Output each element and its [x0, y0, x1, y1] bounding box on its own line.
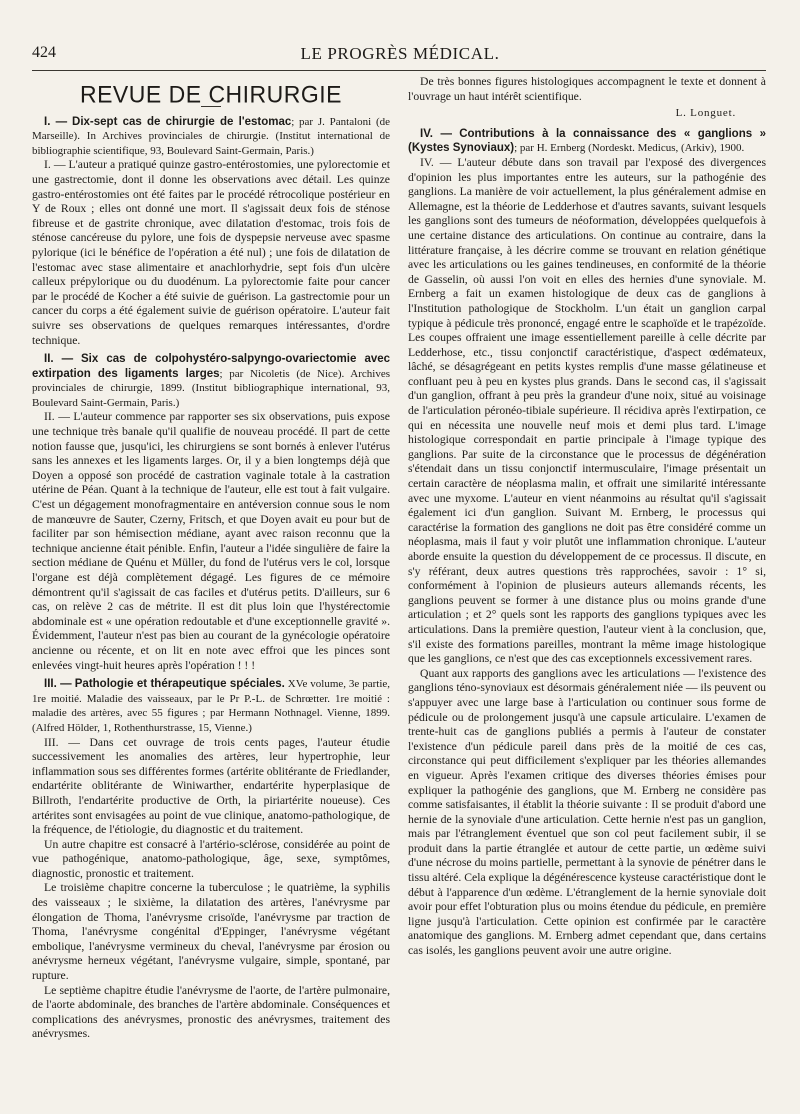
article-paragraph: Un autre chapitre est consacré à l'artério-sclérose, considérée au point de vue pathogénique, anatomo-pathologique, âge, sexe, symptômes, diagnostic, pronostic et traitement. [32, 837, 390, 880]
article-paragraph: III. — Dans cet ouvrage de trois cents pages, l'auteur étudie successivement les anomalies des artères, leur hypertrophie, leur inflammation sous ses différentes formes (artérite oblitérante de Friedlander, endartérite oblitérante de Winiwarther, endartérite hyperplasique de Billroth, l'endartérite productive de Orth, la piriartérite noueuse). Ces artérites sont envisagées au point de vue clinique, anatomo-pathologique, de la fréquence, de l'étiologie, du diagnostic et du traitement. [32, 735, 390, 837]
article-number: II. — [44, 353, 74, 366]
article-paragraph: Quant aux rapports des ganglions avec les articulations — l'existence des ganglions téno-synoviaux est désormais généralement niée — ils peuvent ou s'appuyer avec une large base à l'articulation ou continuer sous forme de pédicule ou de prolongement jusqu'à une capsule articulaire. L'examen de trente-huit cas de ganglions publiés a permis à l'auteur de constater l'existence d'un pédicule pareil dans près de la moitié de ces cas, circonstance qui peut difficilement s'expliquer par les théories allemandes en vigueur. Après l'examen critique des diverses théories émises pour expliquer la pathogénie des ganglions, que M. Ernberg ne considère pas comme satisfaisantes, il établit la théorie suivante : Il se produit d'abord une hernie de la synoviale d'une articulation. Cette hernie n'est pas un ganglion, mais par l'étranglement éventuel que son col peut facilement subir, il se produit dans la partie étranglée et autour de cette partie, un œdème suivi d'une nécrose du moins partielle, permettant à la synovie de pénétrer dans le tissu altéré. Cela explique la dégénérescence kysteuse caractéristique dont le début à l'apparence d'un œdème. L'étranglement de la hernie synoviale doit avoir pour effet l'obturation plus ou moins étendue du pédicule, en première ligne jusqu'à l'articulation. Cette opinion est confirmée par le caractère anatomique des ganglions. M. Ernberg admet cependant que, dans certains cas isolés, les ganglions peuvent avoir une autre origine. [408, 666, 767, 958]
article-paragraph: I. — L'auteur a pratiqué quinze gastro-entérostomies, une pylorectomie et une gastrectomie, dont il donne les observations avec détail. Les quinze gastro-entérostomies ont été faites par le procédé rétrocolique postérieur en Y de Roux ; elles ont donné une mort. Il s'agissait deux fois de sténose fibreuse et de gastrite chronique, avec dilatation d'estomac, trois fois de sténose cancéreuse du pylore, une fois de dyspepsie nerveuse avec spasme pylorique (ici le bénéfice de l'opération a été nul) ; une fois de dilatation de l'estomac avec stase alimentaire et anachlorhydrie, sept fois d'un ulcère calleux prépylorique ou du duodénum. La pylorectomie faite pour cancer par le procédé de Kocher a été suivie de guérison. La gastrectomie pour un cancer du corps a été également suivie de guérison opératoire. L'auteur fait suivre ses observations de quelques remarques intéressantes, d'ordre technique. [32, 158, 390, 347]
article-heading [32, 115, 390, 159]
right-column [408, 75, 766, 1042]
article-heading [408, 127, 766, 156]
article-paragraph: Le troisième chapitre concerne la tuberculose ; le quatrième, la syphilis des vaisseaux ; le sixième, la dilatation des artères, l'anévrysme par élongation de Thoma, l'anévrysme crisoïde, l'anévrysme par traction de Thoma, l'anévrysme congénital d'Eppinger, l'anévrysme végétant embolique, l'anévrysme vermineux du cheval, l'anévrysme par érosion ou anévrysme herneux végétant, l'anévrysme vulgaire, simple, spontané, par rupture. [32, 881, 390, 983]
article-source: ; par Nicoletis (de Nice). Archives provinciales de chirurgie, 1899. (Institut bibliographique international, 93, Boulevard Saint-Germain, Paris.) [32, 367, 390, 409]
article-title: Pathologie et thérapeutique spéciales. [74, 678, 285, 691]
header-rule [32, 70, 766, 71]
article-paragraph: IV. — L'auteur débute dans son travail par l'exposé des divergences d'opinion les plus importantes entre les auteurs, sur la pathogénie des ganglions. La manière de voir actuellement, la plus généralement admise en Allemagne, est la théorie de Ledderhose et d'autres savants, suivant lesquels les ganglions sont des tumeurs de néoformation, développées quelquefois à une certaine distance des articulations. On continue au contraire, dans la littérature française, à les décrire comme se trouvant en relation génétique avec les articulations ou les gaines tendineuses, en conformité de la théorie de Gasselin, où aussi l'on voit en elles des hernies d'une synoviale. M. Ernberg a fait un examen histologique de deux cas de ganglions à l'Institution pathologique de Stockholm. L'un était un ganglion carpal typique à pédicule très prononcé, engagé entre le scaphoïde et le trapézoïde. Les coupes offraient une image essentiellement pareille à celle décrite par Ledderhose, etc., tissu conjonctif caractéristique, d'aspect œdémateux, lâché, se désagrégeant en petits kystes remplis d'une masse gélatineuse et confluant peu à peu en kystes plus grands. Dans le second cas, il s'agissait d'un ganglion, offrant à peu près la grandeur d'une noix, situé au voisinage de l'articulation péronéo-tibiale supérieure. Il récidiva après l'extirpation, ce qui en nécessita une nouvelle neuf mois et demi plus tard. L'image histologique correspondait en partie principale à l'image typique des ganglions. Par suite de la circonstance que le processus de dégénération s'étendait dans un tissu conjonctif intermusculaire, l'image présentait un certain caractère de néoplasma malin, et offrait une similarité intéressante avec une myxome. L'auteur en vient néanmoins au résultat qu'il s'agissait également ici d'un ganglion. Suivant M. Ernberg, le processus qui caractérise la formation des ganglions ne doit pas être considéré comme un néoplasma, mais il faut y voir plutôt une inflammation chronique. L'auteur aborde ensuite la question du développement de ce processus. Il discute, en s'y référant, deux autres questions très rapprochées, savoir : 1° si, conformément à l'opinion de plusieurs auteurs allemands récents, les ganglions peuvent se former à une distance plus ou moins grande d'une articulation ; et 2° quels sont les rapports des ganglions typiques avec les articulations. Dans la première question, l'auteur vient à la conclusion, que, s'il existe des formations pareilles, montrant la même image histologique que les ganglions, ce n'est que des cas exceptionnels excessivement rares. [408, 155, 766, 666]
article-paragraph: De très bonnes figures histologiques accompagnent le texte et donnent à l'ouvrage un haut intérêt scientifique. [408, 75, 766, 103]
article-paragraph: Le septième chapitre étudie l'anévrysme de l'aorte, de l'artère pulmonaire, de l'aorte abdominale, des branches de l'artère abdominale. Conséquences et complications des anévrysmes, pronostic des anévrysmes, traitement des anévrysmes. [32, 983, 390, 1041]
article-number: IV. — [420, 127, 452, 140]
page-number: 424 [32, 44, 56, 61]
article-title: Dix-sept cas de chirurgie de l'estomac [72, 115, 292, 128]
author-signature: L. Longuet. [675, 107, 736, 120]
article-source: ; par H. Ernberg (Nordeskt. Medicus, (Arkiv), 1900. [514, 142, 745, 155]
article-title: Six cas de colpohystéro-salpyngo-ovariectomie avec extirpation des ligaments larges [32, 353, 391, 380]
article-source: ; par J. Pantaloni (de Marseille). In Archives provinciales de chirurgie. (Institut international de bibliographie scientifique, 93, Boulevard Saint-Germain, Paris.) [32, 115, 390, 157]
article-source: XVe volume, 3e partie, 1re moitié. Maladie des vaisseaux, par le Pr P.-L. de Schrœtter. 1re moitié : maladie des artères, avec 55 figures ; par Hermann Nothnagel. Vienne, 1899. (Alfred Hölder, 1, Rothenthurstrasse, 15, Vienne.) [32, 678, 391, 734]
article-number: III. — [44, 678, 72, 691]
article-heading [32, 352, 390, 410]
text-columns [32, 75, 766, 1042]
article-paragraph: II. — L'auteur commence par rapporter ses six observations, puis expose une technique très banale qu'il qualifie de nouveau procédé. Il part de cette notion fausse que, jusqu'ici, les chirurgiens se sont bornés à enlever l'utérus sans les annexes et les ligaments larges. Or, il y a bien longtemps déjà que Doyen a opposé son procédé de castration vaginale totale à la castration utérine de Péan. Quant à la technique de l'auteur, elle est tout à fait vulgaire. C'est un dégagement monofragmentaire en antéversion connue sous le nom de manœuvre de Sauter, Czerny, Fritsch, et que Doyen avait eu pour but de faciliter par son hémisection médiane, ayant avec raison reconnu que la technique ancienne était pénible. Enfin, l'auteur a l'idée singulière de faire la section médiane de Quénu et Müller, du fond de l'utérus vers le col, lorsque l'organe est déjà complètement dégagé. Les figures de ce mémoire démontrent qu'il s'agissait de cas faciles et d'utérus petits. D'ailleurs, sur 6 cas, on relève 2 cas de métrite. Il est dit plus loin que l'hystérectomie abdominale est « une opération redoutable et d'une exceptionnelle gravité ». Évidemment, l'auteur n'est pas bien au courant de la gynécologie opératoire ancienne ou récente, et on lit en note avec effroi que les pinces sont enlevées vingt-huit heures après l'opération ! ! ! [32, 410, 390, 672]
article-heading [32, 677, 390, 735]
article-title: Contributions à la connaissance des « ganglions » (Kystes Synoviaux) [408, 127, 766, 155]
section-title: REVUE DE CHIRURGIE [79, 80, 343, 108]
article-number: I. — [44, 115, 68, 128]
left-column [32, 75, 390, 1042]
journal-title: LE PROGRÈS MÉDICAL. [300, 44, 500, 63]
